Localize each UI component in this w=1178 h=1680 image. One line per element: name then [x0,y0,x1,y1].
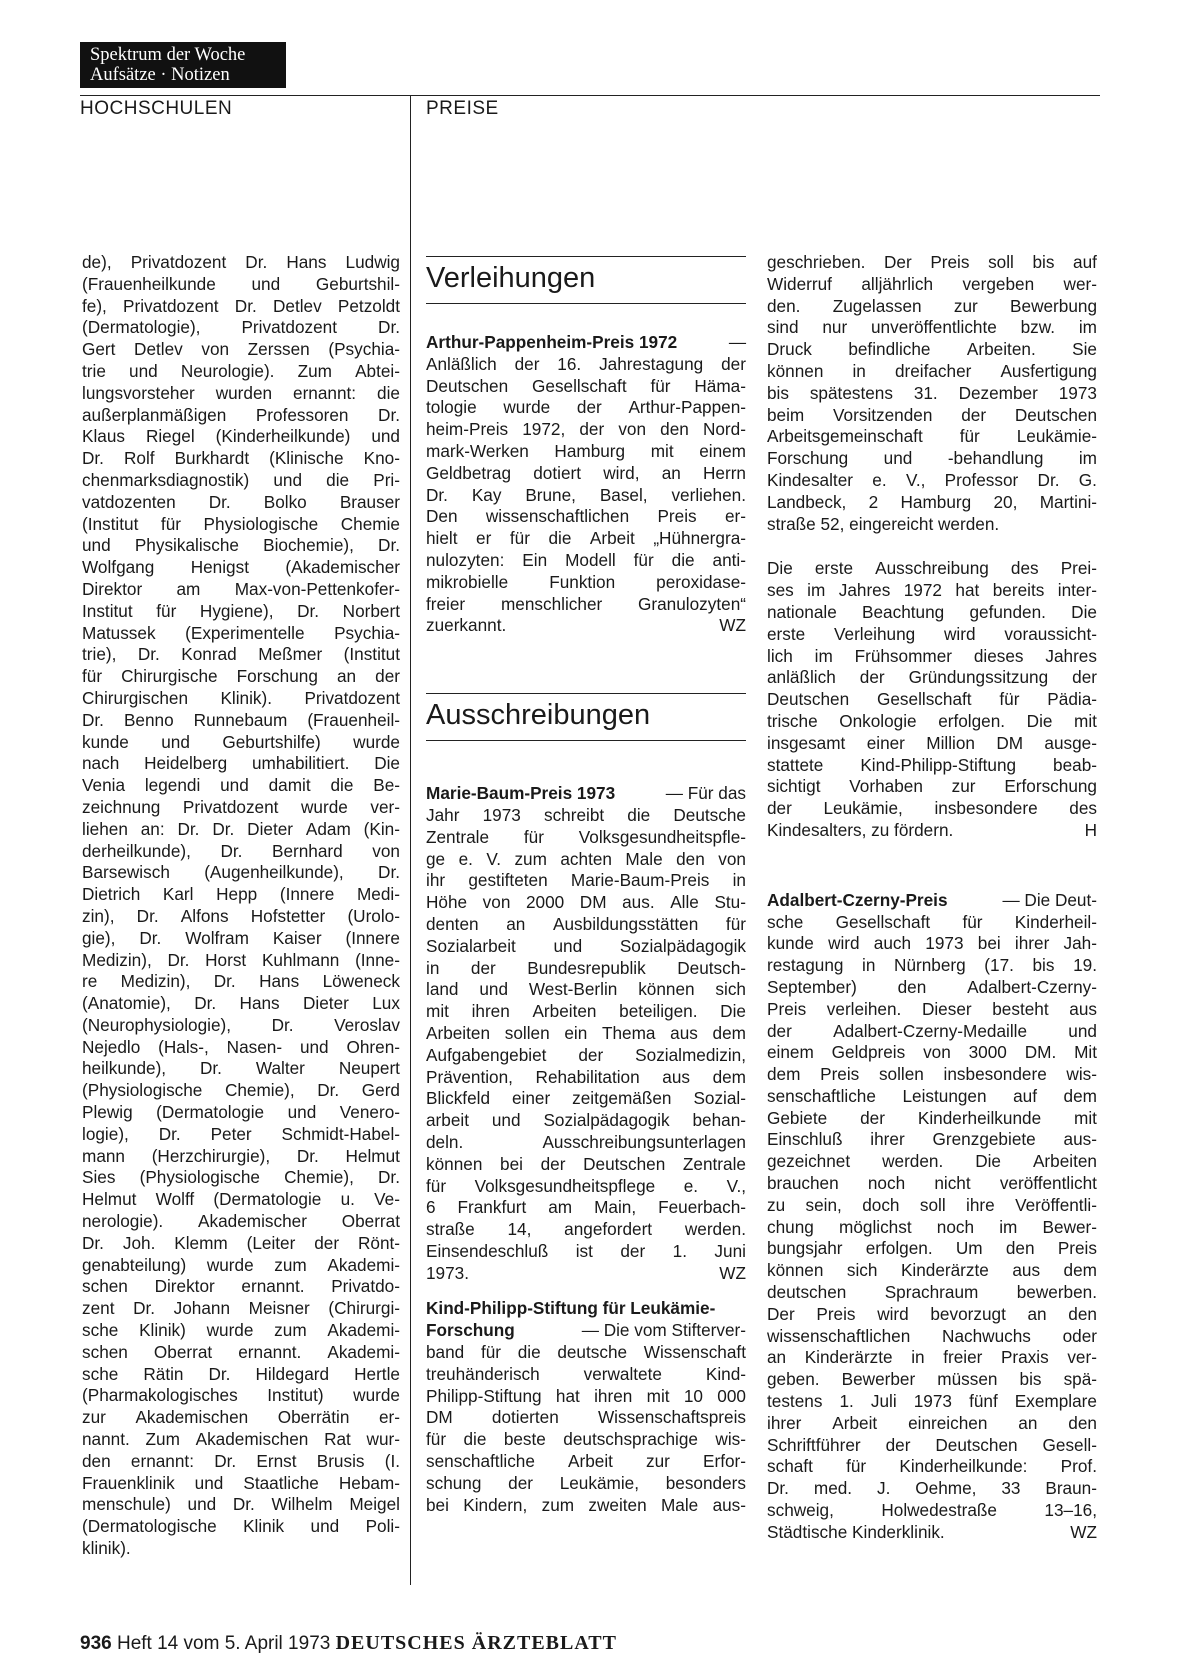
text-line: (Neurophysiologie), Dr. Veroslav [82,1014,400,1035]
text-line: arbeit und Sozialpädagogik behan- [426,1110,746,1131]
text-line: sche Klinik) wurde zum Akademi- [82,1320,400,1341]
page-number: 936 [80,1633,112,1654]
article-title: Arthur-Pappenheim-Preis 1972 [426,332,678,352]
text-line: dem Preis sollen insbesondere wis- [767,1064,1097,1085]
badge-line-2: Aufsätze · Notizen [90,65,230,85]
text-line: geben. Bewerber müssen bis spä- [767,1369,1097,1390]
text-line: mikrobielle Funktion peroxidase- [426,571,746,592]
text-line: straße 14, angefordert werden. [426,1219,746,1240]
text-line: Deutschen Gesellschaft für Häma- [426,375,746,396]
text-line: (Pharmakologisches Institut) wurde [82,1385,400,1406]
text-line: ihrer Arbeit einreichen an den [767,1412,1097,1433]
text-line: und Physikalische Biochemie), Dr. [82,535,400,556]
rule [426,303,746,304]
text-line: Dr. Benno Runnebaum (Frauenheil- [82,709,400,730]
text-line: Chirurgischen Klinik). Privatdozent [82,687,400,708]
article-title-line [426,783,746,805]
section-badge [80,42,286,88]
text-line: schung der Leukämie, besonders [426,1472,746,1493]
text-line: Einsendeschluß ist der 1. Juni [426,1240,746,1261]
text-line: menschule) und Dr. Wilhelm Meigel [82,1494,400,1515]
text-line: nannt. Zum Akademischen Rat wur- [82,1429,400,1450]
journal-name: DEUTSCHES ÄRZTEBLATT [335,1632,617,1654]
text-line: Dr. Rolf Burkhardt (Klinische Kno- [82,448,400,469]
article-body [767,558,1097,820]
article-title: Adalbert-Czerny-Preis [767,889,948,910]
text-line: Deutschen Gesellschaft für Pädia- [767,689,1097,710]
text-line: einem Geldpreis von 3000 DM. Mit [767,1042,1097,1063]
text-line: treuhänderisch verwaltete Kind- [426,1363,746,1384]
heading-ausschreibungen: Ausschreibungen [426,699,651,732]
text-line: ge e. V. zum achten Male den von [426,848,746,869]
text-line: stattete Kind-Philipp-Stiftung beab- [767,754,1097,775]
article-kind-philipp-paragraph [767,558,1097,841]
text-line: brauchen noch nicht veröffentlicht [767,1173,1097,1194]
article-last-line [426,615,746,637]
text-line: schen Direktor ernannt. Privatdo- [82,1276,400,1297]
text-line: (Anatomie), Dr. Hans Dieter Lux [82,993,400,1014]
text-line: sche Gesellschaft für Kinderheil- [767,911,1097,932]
article-title-line [426,332,746,354]
text-line: den. Zugelassen zur Bewerbung [767,295,1097,316]
text-line: denten an Ausbildungsstätten für [426,913,746,934]
text-line: Höhe von 2000 DM aus. Alle Stu- [426,892,746,913]
text-line: (Physiologische Chemie), Dr. Gerd [82,1080,400,1101]
text-line: zin), Dr. Alfons Hofstetter (Urolo- [82,905,400,926]
article-title: Marie-Baum-Preis 1973 [426,783,616,804]
badge-line-1: Spektrum der Woche [90,45,246,65]
text-line: erste Verleihung wird voraussicht- [767,623,1097,644]
text-line: klinik). [82,1538,131,1559]
text-line: Gert Detlev von Zerssen (Psychia- [82,339,400,360]
text-line: Arbeitsgemeinschaft für Leukämie- [767,426,1097,447]
text-line: restagung in Nürnberg (17. bis 19. [767,955,1097,976]
text-line: Anläßlich der 16. Jahrestagung der [426,353,746,374]
article-title-line [767,890,1097,912]
text: — Für das [665,783,746,804]
text-line: Institut für Hygiene), Dr. Norbert [82,600,400,621]
text-line: Dr. Joh. Klemm (Leiter der Rönt- [82,1232,400,1253]
text-line: Kindesalter e. V., Professor Dr. G. [767,469,1097,490]
article-last-line: straße 52, eingereicht werden. [767,513,1000,534]
text-line: Barsewisch (Augenheilkunde), Dr. [82,862,400,883]
text-line: in der Bundesrepublik Deutsch- [426,957,746,978]
text-line: trie), Dr. Konrad Meßmer (Institut [82,644,400,665]
text-line: bis spätestens 31. Dezember 1973 [767,382,1097,403]
text-line: der Leukämie, insbesondere des [767,798,1097,819]
text-line: re Medizin), Dr. Hans Löweneck [82,971,400,992]
text-line: heilkunde), Dr. Walter Neupert [82,1058,400,1079]
text-line: Dietrich Karl Hepp (Innere Medi- [82,884,400,905]
text-line: Landbeck, 2 Hamburg 20, Martini- [767,491,1097,512]
text-line: sind nur unveröffentlichte bzw. im [767,317,1097,338]
text-line: gie), Dr. Wolfram Kaiser (Innere [82,927,400,948]
text-line: nach Heidelberg umhabilitiert. Die [82,753,400,774]
text: zuerkannt. [426,615,507,636]
text-line: können in dreifacher Ausfertigung [767,360,1097,381]
text-line: nulozyten: Ein Modell für die anti- [426,549,746,570]
text-line: deutschen Sprachraum bewerben. [767,1282,1097,1303]
text-line: Sies (Physiologische Chemie), Dr. [82,1167,400,1188]
text-line: zeichnung Privatdozent wurde ver- [82,796,400,817]
article-title-line [426,1320,746,1342]
text: — Die Deut- [1002,889,1097,910]
text: Städtische Kinderklinik. [767,1521,945,1542]
text-line: schen Oberrat ernannt. Akademi- [82,1341,400,1362]
text-line: hielt er für die Arbeit „Hühnergra- [426,528,746,549]
text-line: fe), Privatdozent Dr. Detlev Petzoldt [82,295,400,316]
article-last-line [767,1522,1097,1544]
text-line: für Volksgesundheitspflege e. V., [426,1175,746,1196]
text-line: bungsjahr erfolgen. Um den Preis [767,1238,1097,1259]
text-line: logie), Dr. Peter Schmidt-Habel- [82,1123,400,1144]
text-line: für Chirurgische Forschung an der [82,666,400,687]
article-body [767,912,1097,1522]
rule [426,256,746,257]
rule [426,693,746,694]
text-line: band für die deutsche Wissenschaft [426,1342,746,1363]
text-line: kunde und Geburtshilfe) wurde [82,731,400,752]
text-line: 6 Frankfurt am Main, Feuerbach- [426,1197,746,1218]
article-title: Forschung [426,1320,515,1341]
text-line: Klaus Riegel (Kinderheilkunde) und [82,426,400,447]
signature: WZ [719,615,746,636]
signature: WZ [719,1262,746,1283]
text-line: vatdozenten Dr. Bolko Brauser [82,491,400,512]
text-line: bei Kindern, zum zweiten Male aus- [426,1494,746,1515]
text-line: testens 1. Juli 1973 fünf Exemplare [767,1391,1097,1412]
header-rule [80,95,1100,96]
text-line: Plewig (Dermatologie und Venero- [82,1102,400,1123]
text-line: der Adalbert-Czerny-Medaille und [767,1020,1097,1041]
signature: H [1084,819,1097,840]
dash: — [728,332,746,352]
column-divider [410,95,411,1585]
text-line: sche Rätin Dr. Hildegard Hertle [82,1363,400,1384]
text-line: Blickfeld einer zeitgemäßen Sozial- [426,1088,746,1109]
article-kind-philipp-continued [767,252,1097,535]
text-line: lich im Frühsommer dieses Jahres [767,645,1097,666]
page-footer [80,1632,617,1655]
text-line: heim-Preis 1972, der von den Nord- [426,419,746,440]
text-line: den ernannt: Dr. Ernst Brusis (I. [82,1450,400,1471]
signature: WZ [1070,1521,1097,1542]
text-line: zu sein, doch soll ihre Veröffentli- [767,1194,1097,1215]
text-line: anläßlich der Gründungssitzung der [767,667,1097,688]
text-line: sichtigt Vorhaben zur Erforschung [767,776,1097,797]
text-line: (Dermatologische Klinik und Poli- [82,1516,400,1537]
text-line: nationale Beachtung gefunden. Die [767,601,1097,622]
article-arthur-pappenheim [426,332,746,637]
text-line: Preis verleihen. Dieser besteht aus [767,998,1097,1019]
article-title-line [426,1298,746,1320]
text-line: Wolfgang Henigst (Akademischer [82,557,400,578]
article-body [426,1342,746,1516]
text-line: an Kinderärzte in freier Praxis ver- [767,1347,1097,1368]
text-line: Dr. med. J. Oehme, 33 Braun- [767,1478,1097,1499]
article-marie-baum [426,783,746,1284]
article-body [426,354,746,616]
text-line: mit ihren Arbeiten beteiligen. Die [426,1001,746,1022]
text-line: Helmut Wolff (Dermatologie u. Ve- [82,1189,400,1210]
article-last-line [426,1263,746,1285]
article-body [767,252,1097,514]
text-line: Zentrale für Volksgesundheitspfle- [426,826,746,847]
text-line: DM dotierten Wissenschaftspreis [426,1407,746,1428]
text-line: liehen an: Dr. Dr. Dieter Adam (Kin- [82,818,400,839]
text-line: freier menschlicher Granulozyten“ [426,593,746,614]
text-line: trie und Neurologie). Zum Abtei- [82,360,400,381]
text-line: zent Dr. Johann Meisner (Chirurgi- [82,1298,400,1319]
text-line: Der Preis wird bevorzugt an den [767,1303,1097,1324]
text-line: September) den Adalbert-Czerny- [767,976,1097,997]
section-label-hochschulen: HOCHSCHULEN [80,98,233,119]
text-line: Den wissenschaftlichen Preis er- [426,506,746,527]
text-line: Matussek (Experimentelle Psychia- [82,622,400,643]
text-line: Einschluß ihrer Grenzgebiete aus- [767,1129,1097,1150]
text-line: tologie wurde der Arthur-Pappen- [426,397,746,418]
text-line: Frauenklinik und Staatliche Hebam- [82,1472,400,1493]
text-line: chenmarksdiagnostik) und die Pri- [82,469,400,490]
text-line: gezeichnet werden. Die Arbeiten [767,1151,1097,1172]
text-line: Prävention, Rehabilitation aus dem [426,1066,746,1087]
text-line: beim Vorsitzenden der Deutschen [767,404,1097,425]
text-line: trische Onkologie erfolgen. Die mit [767,710,1097,731]
text-line: Philipp-Stiftung hat ihren mit 10 000 [426,1385,746,1406]
text-line: wissenschaftlichen Nachwuchs oder [767,1325,1097,1346]
article-body [426,805,746,1263]
text-line: Sozialarbeit und Sozialpädagogik [426,935,746,956]
heading-verleihungen: Verleihungen [426,262,596,294]
text-line: Dr. Kay Brune, Basel, verliehen. [426,484,746,505]
text: — Die vom Stifterver- [581,1320,746,1341]
column-hochschulen [82,252,400,1560]
text-line: nerologie). Akademischer Oberrat [82,1211,400,1232]
text-line: kunde wird auch 1973 bei ihrer Jah- [767,933,1097,954]
text-line: land und West-Berlin können sich [426,979,746,1000]
text-line: Schriftführer der Deutschen Gesell- [767,1434,1097,1455]
text-line: lungsvorsteher wurden ernannt: die [82,382,400,403]
text-line: ihr gestifteten Marie-Baum-Preis in [426,870,746,891]
text-line: außerplanmäßigen Professoren Dr. [82,404,400,425]
rule [426,740,746,741]
text-line: ses im Jahres 1972 hat bereits inter- [767,580,1097,601]
article-kind-philipp [426,1298,746,1516]
text-line: Geldbetrag dotiert wird, an Herrn [426,462,746,483]
text: 1973. [426,1262,470,1283]
text: Kindesalters, zu fördern. [767,819,954,840]
text-line: schaft für Kinderheilkunde: Prof. [767,1456,1097,1477]
text-line: mark-Werken Hamburg mit einem [426,440,746,461]
text-line: Arbeiten sollen ein Thema aus dem [426,1022,746,1043]
text-line: Aufgabengebiet der Sozialmedizin, [426,1044,746,1065]
text-line: Direktor am Max-von-Pettenkofer- [82,578,400,599]
text-line: Medizin), Dr. Horst Kuhlmann (Inne- [82,949,400,970]
text-line: (Institut für Physiologische Chemie [82,513,400,534]
text-line: Venia legendi und damit die Be- [82,775,400,796]
text-line: (Frauenheilkunde und Geburtshil- [82,273,400,294]
column-preise-right [767,252,1097,1544]
text-line: Widerruf alljährlich vergeben wer- [767,273,1097,294]
text-line: genabteilung) wurde zum Akademi- [82,1254,400,1275]
text-line: Gebiete der Kinderheilkunde mit [767,1107,1097,1128]
text-line: chung möglichst noch im Bewer- [767,1216,1097,1237]
text-line: Druck befindliche Arbeiten. Sie [767,339,1097,360]
issue-info: Heft 14 vom 5. April 1973 [116,1633,331,1654]
text-line: (Dermatologie), Privatdozent Dr. [82,317,400,338]
text-line: mann (Herzchirurgie), Dr. Helmut [82,1145,400,1166]
text-line: Nejedlo (Hals-, Nasen- und Ohren- [82,1036,400,1057]
text-line: deln. Ausschreibungsunterlagen [426,1131,746,1152]
text-line: derheilkunde), Dr. Bernhard von [82,840,400,861]
text-line: für die beste deutschsprachige wis- [426,1429,746,1450]
text-line: de), Privatdozent Dr. Hans Ludwig [82,252,400,272]
text-line: senschaftliche Leistungen auf dem [767,1085,1097,1106]
text-line: senschaftliche Arbeit zur Erfor- [426,1451,746,1472]
article-adalbert-czerny [767,890,1097,1544]
article-title: Kind-Philipp-Stiftung für Leukämie- [426,1298,716,1319]
text-line: können sich Kinderärzte aus dem [767,1260,1097,1281]
text-line: insgesamt einer Million DM ausge- [767,732,1097,753]
text-line: zur Akademischen Oberrätin er- [82,1407,400,1428]
text-line: Jahr 1973 schreibt die Deutsche [426,804,746,825]
column-preise-left [426,256,746,1516]
text-line: geschrieben. Der Preis soll bis auf [767,252,1097,272]
section-label-preise: PREISE [426,98,499,119]
text-line: können bei der Deutschen Zentrale [426,1153,746,1174]
article-last-line [767,820,1097,842]
text-line: Die erste Ausschreibung des Prei- [767,558,1097,579]
text-line: Forschung und -behandlung im [767,448,1097,469]
text-line: schweig, Holwedestraße 13–16, [767,1500,1097,1521]
